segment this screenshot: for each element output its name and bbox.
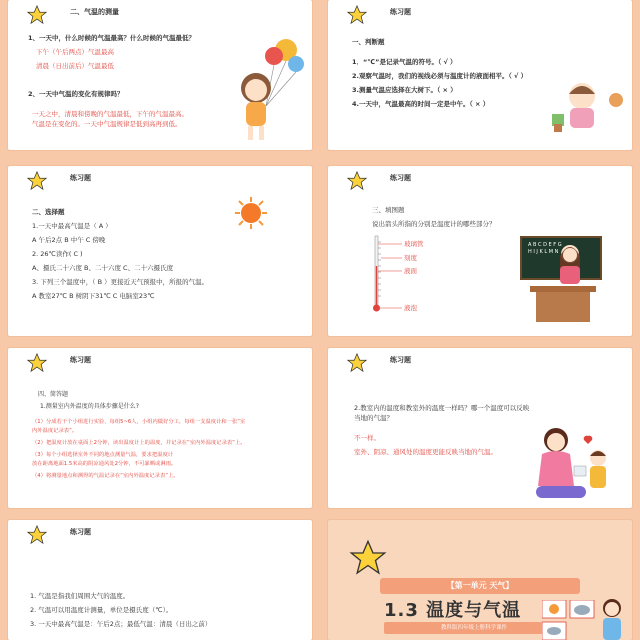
answer-2a: 一天之中，清晨和傍晚的气温最低，下午的气温最高。: [32, 110, 188, 118]
star-icon: [346, 352, 368, 374]
question-line-1: 2.教室内的温度和教室外的温度一样吗？哪一个温度可以反映: [354, 404, 530, 412]
statement-1: 1．“℃”是记录气温的符号。（ √ ）: [352, 58, 457, 66]
label-bulb: 液泡: [404, 304, 417, 312]
statement-4: 4.一天中，气温最高的时间一定是中午。（ × ）: [352, 100, 490, 108]
slide-title: 练习题: [70, 356, 91, 364]
question-2: 2. 26℃读作( C ): [32, 250, 83, 258]
options-2: A、摄氏二十六度 B、二十六度 C、二十六摄氏度: [32, 264, 174, 272]
thermometer-diagram: [368, 234, 408, 316]
question-1: 1.一天中最高气温是（ A ）: [32, 222, 112, 230]
summary-line-1: 1. 气温是指我们周围大气的温度。: [30, 592, 130, 600]
options-1: A 午后2点 B 中午 C 傍晚: [32, 236, 106, 244]
answer-1: 不一样。: [354, 434, 380, 442]
star-icon: [26, 524, 48, 546]
step-4: （4）将测量地点和测得的气温记录在“室内外温度记录表”上。: [32, 473, 179, 479]
answer-1b: 清晨（日出前后）气温最低: [36, 62, 114, 70]
girl-with-plant-illustration: [552, 76, 628, 136]
question-3: 3. 下列三个温度中，（ B ）更接近天气预报中，所报的气温。: [32, 278, 209, 286]
step-1-line-1: （1）分成若干个小组进行实验，每组5~6人，小组内做好分工，每组一支温度计和一张“室: [32, 419, 246, 425]
sun-icon: [234, 196, 268, 230]
slide-cover[interactable]: [328, 520, 632, 640]
mother-and-child-illustration: [532, 424, 618, 504]
answer-2: 室外、阴凉、通风处的温度更能反映当地的气温。: [354, 448, 497, 456]
question-line-2: 当地的气温？: [354, 414, 393, 422]
options-3: A 教室27℃ B 树阴下31℃ C 电脑室23℃: [32, 292, 155, 300]
teacher-illustration: [524, 240, 604, 326]
label-glass-tube: 玻璃管: [404, 240, 424, 248]
summary-line-2: 2. 气温可以用温度计测量，单位是摄氏度（℃）。: [30, 606, 173, 614]
step-3-line-2: 放在距离地面1.5米高的阴凉通风处2分钟，不可暴晒或淋雨。: [32, 461, 177, 467]
question: 1.测量室内外温度的具体步骤是什么?: [40, 403, 139, 410]
student-illustration: [596, 596, 628, 640]
slide-title: 练习题: [390, 174, 411, 182]
course-subtitle: 教科版四年级上册科学课件: [384, 622, 564, 634]
slide-summary[interactable]: [8, 520, 312, 640]
star-icon: [346, 4, 368, 26]
slide-indoor-outdoor[interactable]: [328, 348, 632, 508]
answer-1a: 下午（午后两点）气温最高: [36, 48, 114, 56]
star-icon: [348, 538, 388, 578]
slide-temperature-measurement[interactable]: [8, 0, 312, 150]
unit-banner: 【第一单元 天气】: [380, 578, 580, 594]
step-1-line-2: 内外温度记录表”。: [32, 428, 78, 434]
girl-with-balloons-illustration: [226, 36, 310, 148]
slide-fill-diagram[interactable]: [328, 166, 632, 336]
statement-3: 3.测量气温应选择在大树下。（ × ）: [352, 86, 457, 94]
answer-2b: 气温是在变化的。一天中气温规律是低到高再到低。: [32, 120, 182, 128]
question-1: 1、一天中，什么时候的气温最高？什么时候的气温最低？: [28, 34, 196, 42]
slide-title: 练习题: [70, 528, 91, 536]
section-heading: 三、填图题: [372, 206, 405, 214]
section-heading: 二、选择题: [32, 208, 65, 216]
star-icon: [26, 4, 48, 26]
summary-line-3: 3. 一天中最高气温是：午后2点；最低气温：清晨（日出之前）: [30, 620, 212, 628]
lesson-title: 1.3 温度与气温: [384, 600, 522, 621]
slide-multiple-choice[interactable]: [8, 166, 312, 336]
blackboard-letters: A B C D E F G H I J K L M N: [528, 242, 562, 255]
question: 说出箭头所指的分别是温度计的哪些部分？: [372, 220, 496, 228]
slide-title: 二、气温的测量: [70, 8, 119, 16]
statement-2: 2.观察气温时，我们的视线必须与温度计的液面相平。（ √ ）: [352, 72, 528, 80]
step-2: （2）把温度计放在桌面上2分钟，读出温度计上的温度，并记录在“室内外温度记录表”上。: [32, 440, 246, 446]
label-liquid-level: 液面: [404, 267, 417, 275]
star-icon: [26, 352, 48, 374]
label-scale: 刻度: [404, 254, 417, 262]
slide-true-false[interactable]: [328, 0, 632, 150]
question-2: 2、一天中气温的变化有规律吗？: [28, 90, 124, 98]
section-heading: 一、判断题: [352, 38, 385, 46]
slide-title: 练习题: [390, 356, 411, 364]
slide-short-answer[interactable]: [8, 348, 312, 508]
slide-title: 练习题: [70, 174, 91, 182]
weather-icons-panel: [542, 600, 596, 640]
section-heading: 四、简答题: [38, 391, 69, 398]
star-icon: [26, 170, 48, 192]
step-3-line-1: （3）每个小组选择室外不同的地点测量气温，要求把温度计: [32, 452, 174, 458]
star-icon: [346, 170, 368, 192]
slide-title: 练习题: [390, 8, 411, 16]
